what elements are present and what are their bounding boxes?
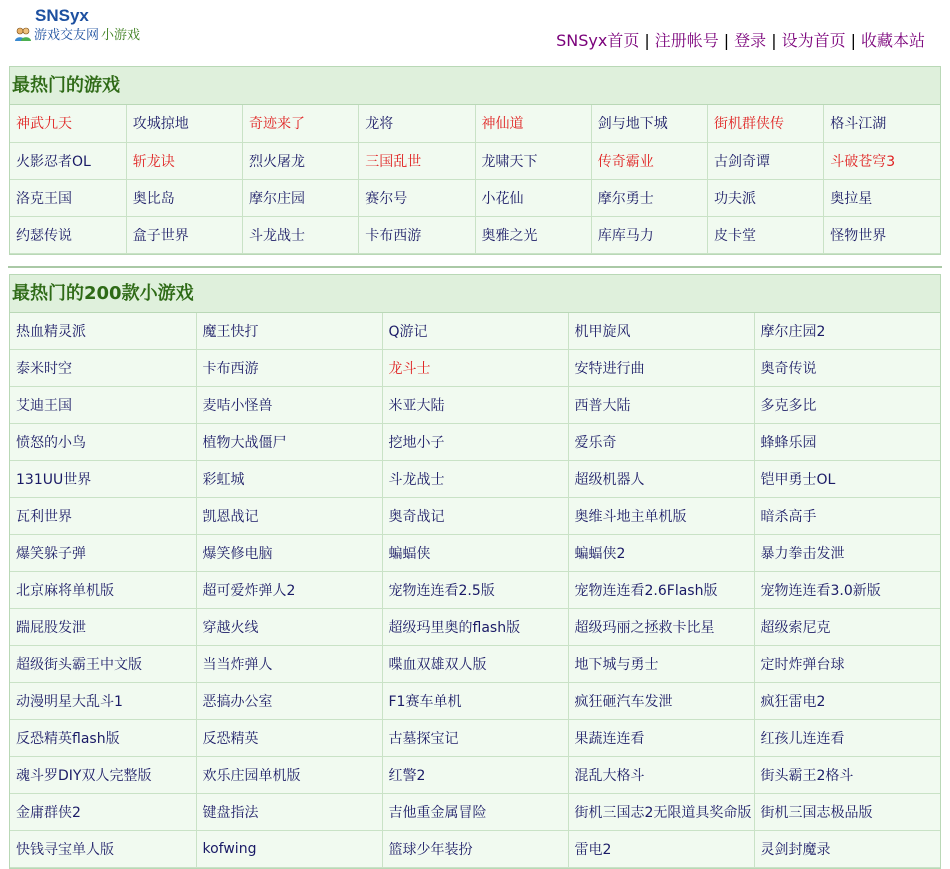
game-cell	[10, 216, 126, 253]
users-icon	[14, 26, 32, 42]
game-cell	[126, 216, 242, 253]
game-link[interactable]: 暗杀高手	[761, 509, 817, 525]
game-link[interactable]: 蝙蝠侠2	[575, 546, 626, 562]
game-cell	[196, 350, 382, 387]
top-nav	[556, 28, 925, 51]
game-cell	[824, 216, 940, 253]
game-cell	[10, 350, 196, 387]
game-cell	[382, 461, 568, 498]
table-row	[10, 313, 940, 350]
game-link[interactable]: 古墓探宝记	[389, 731, 459, 747]
table-row	[10, 683, 940, 720]
game-link[interactable]: 怪物世界	[830, 228, 886, 244]
game-cell	[382, 313, 568, 350]
game-cell	[10, 387, 196, 424]
game-link[interactable]: 爆笑躲子弹	[16, 546, 86, 562]
game-cell	[10, 572, 196, 609]
game-link[interactable]: 踹屁股发泄	[16, 620, 86, 636]
game-cell	[10, 142, 126, 179]
nav-set-homepage-link[interactable]: 设为首页	[782, 31, 846, 50]
game-link[interactable]: 古剑奇谭	[714, 154, 770, 170]
game-link[interactable]: 吉他重金属冒险	[389, 805, 487, 821]
game-link[interactable]: 铠甲勇士OL	[761, 472, 836, 488]
mini-games-grid	[10, 313, 940, 869]
game-link[interactable]: 机甲旋风	[575, 324, 631, 340]
game-link[interactable]: 安特进行曲	[575, 361, 645, 377]
nav-login-link[interactable]: 登录	[734, 31, 766, 50]
game-link[interactable]: 蝙蝠侠	[389, 546, 431, 562]
game-cell	[754, 461, 940, 498]
game-cell	[754, 350, 940, 387]
game-link[interactable]: 红警2	[389, 768, 426, 784]
game-cell	[10, 179, 126, 216]
game-link[interactable]: 格斗江湖	[830, 116, 886, 132]
nav-register-link[interactable]: 注册帐号	[655, 31, 719, 50]
game-cell	[10, 105, 126, 142]
game-link[interactable]: 恶搞办公室	[203, 694, 273, 710]
game-cell	[126, 179, 242, 216]
game-cell	[754, 646, 940, 683]
game-link[interactable]: 神武九天	[16, 116, 72, 132]
game-link[interactable]: 盒子世界	[133, 228, 189, 244]
game-cell	[754, 535, 940, 572]
table-row	[10, 216, 940, 253]
game-link[interactable]: 愤怒的小鸟	[16, 435, 86, 451]
game-cell	[568, 831, 754, 868]
game-link[interactable]: 反恐精英flash版	[16, 731, 120, 747]
game-link[interactable]: 斗龙战士	[249, 228, 305, 244]
game-cell	[475, 216, 591, 253]
game-cell	[382, 683, 568, 720]
game-cell	[382, 609, 568, 646]
game-link[interactable]: 斩龙诀	[133, 154, 175, 170]
game-cell	[708, 216, 824, 253]
game-cell	[196, 794, 382, 831]
nav-separator: |	[724, 31, 729, 50]
game-link[interactable]: 凯恩战记	[203, 509, 259, 525]
game-link[interactable]: 攻城掠地	[133, 116, 189, 132]
game-cell	[196, 609, 382, 646]
game-link[interactable]: 摩尔庄园2	[761, 324, 826, 340]
game-link[interactable]: 龙啸天下	[482, 154, 538, 170]
game-link[interactable]: 超级街头霸王中文版	[16, 657, 142, 673]
game-link[interactable]: 小花仙	[482, 191, 524, 207]
game-link[interactable]: 北京麻将单机版	[16, 583, 114, 599]
table-row	[10, 757, 940, 794]
game-cell	[568, 609, 754, 646]
table-row	[10, 498, 940, 535]
game-cell	[568, 350, 754, 387]
game-link[interactable]: 果蔬连连看	[575, 731, 645, 747]
game-link[interactable]: 灵剑封魔录	[761, 842, 831, 858]
game-cell	[10, 757, 196, 794]
table-row	[10, 794, 940, 831]
game-link[interactable]: 斗龙战士	[389, 472, 445, 488]
game-cell	[359, 105, 475, 142]
game-link[interactable]: 米亚大陆	[389, 398, 445, 414]
game-cell	[243, 142, 359, 179]
table-row	[10, 350, 940, 387]
game-cell	[196, 313, 382, 350]
logo-subtitle-accent: 小游戏	[101, 24, 140, 43]
hot-games-grid	[10, 105, 940, 254]
game-cell	[10, 609, 196, 646]
game-link[interactable]: 爱乐奇	[575, 435, 617, 451]
game-link[interactable]: 131UU世界	[16, 472, 91, 488]
game-cell	[10, 720, 196, 757]
game-cell	[196, 387, 382, 424]
game-cell	[754, 683, 940, 720]
game-cell	[708, 142, 824, 179]
game-link[interactable]: 卡布西游	[365, 228, 421, 244]
game-link[interactable]: 奥比岛	[133, 191, 175, 207]
game-link[interactable]: 穿越火线	[203, 620, 259, 636]
game-link[interactable]: 传奇霸业	[598, 154, 654, 170]
table-row	[10, 179, 940, 216]
game-cell	[708, 179, 824, 216]
game-link[interactable]: 奥维斗地主单机版	[575, 509, 687, 525]
table-row	[10, 831, 940, 868]
game-link[interactable]: 库库马力	[598, 228, 654, 244]
game-cell	[382, 498, 568, 535]
table-row	[10, 461, 940, 498]
game-link[interactable]: 街机三国志极品版	[761, 805, 873, 821]
game-cell	[382, 350, 568, 387]
table-row	[10, 424, 940, 461]
game-cell	[196, 757, 382, 794]
game-cell	[591, 216, 707, 253]
game-link[interactable]: 超级索尼克	[761, 620, 831, 636]
game-cell	[591, 142, 707, 179]
game-cell	[382, 794, 568, 831]
logo-subtitle	[14, 24, 140, 43]
game-cell	[10, 535, 196, 572]
game-link[interactable]: 超级机器人	[575, 472, 645, 488]
game-cell	[196, 535, 382, 572]
game-cell	[196, 720, 382, 757]
hot-games-title: 最热门的游戏	[10, 67, 940, 105]
nav-separator: |	[771, 31, 776, 50]
game-link[interactable]: 魔王快打	[203, 324, 259, 340]
game-link[interactable]: 疯狂雷电2	[761, 694, 826, 710]
game-link[interactable]: 瓦利世界	[16, 509, 72, 525]
game-cell	[824, 179, 940, 216]
game-link[interactable]: 篮球少年装扮	[389, 842, 473, 858]
game-cell	[359, 142, 475, 179]
game-link[interactable]: 街头霸王2格斗	[761, 768, 854, 784]
game-cell	[754, 313, 940, 350]
game-cell	[382, 831, 568, 868]
game-cell	[475, 105, 591, 142]
game-cell	[126, 142, 242, 179]
game-link[interactable]: 约瑟传说	[16, 228, 72, 244]
nav-bookmark-link[interactable]: 收藏本站	[861, 31, 925, 50]
game-link[interactable]: 当当炸弹人	[203, 657, 273, 673]
nav-separator: |	[644, 31, 649, 50]
game-link[interactable]: 宠物连连看2.6Flash版	[575, 583, 718, 599]
game-link[interactable]: 斗破苍穹3	[830, 154, 895, 170]
game-cell	[754, 720, 940, 757]
game-cell	[568, 757, 754, 794]
game-cell	[754, 757, 940, 794]
game-link[interactable]: 火影忍者OL	[16, 154, 91, 170]
game-cell	[10, 683, 196, 720]
game-cell	[359, 216, 475, 253]
game-cell	[568, 646, 754, 683]
game-link[interactable]: 热血精灵派	[16, 324, 86, 340]
game-link[interactable]: 红孩儿连连看	[761, 731, 845, 747]
game-link[interactable]: Q游记	[389, 324, 428, 340]
game-link[interactable]: 超级玛里奥的flash版	[389, 620, 521, 636]
game-cell	[10, 794, 196, 831]
nav-separator: |	[851, 31, 856, 50]
game-cell	[475, 179, 591, 216]
game-link[interactable]: 神仙道	[482, 116, 524, 132]
game-link[interactable]: 快钱寻宝单人版	[16, 842, 114, 858]
game-cell	[568, 461, 754, 498]
table-row	[10, 609, 940, 646]
game-link[interactable]: 植物大战僵尸	[203, 435, 287, 451]
game-link[interactable]: 混乱大格斗	[575, 768, 645, 784]
game-link[interactable]: 超可爱炸弹人2	[203, 583, 296, 599]
game-link[interactable]: 卡布西游	[203, 361, 259, 377]
game-cell	[568, 424, 754, 461]
game-cell	[196, 831, 382, 868]
game-link[interactable]: 龙将	[365, 116, 393, 132]
game-link[interactable]: 地下城与勇士	[575, 657, 659, 673]
game-link[interactable]: 艾迪王国	[16, 398, 72, 414]
game-cell	[196, 461, 382, 498]
game-cell	[824, 105, 940, 142]
game-link[interactable]: 键盘指法	[203, 805, 259, 821]
game-cell	[568, 720, 754, 757]
game-cell	[10, 646, 196, 683]
game-cell	[568, 313, 754, 350]
game-cell	[568, 794, 754, 831]
game-cell	[196, 498, 382, 535]
table-row	[10, 387, 940, 424]
game-link[interactable]: 挖地小子	[389, 435, 445, 451]
game-cell	[10, 424, 196, 461]
game-cell	[382, 572, 568, 609]
game-link[interactable]: 喋血双雄双人版	[389, 657, 487, 673]
table-row	[10, 535, 940, 572]
table-row	[10, 646, 940, 683]
game-link[interactable]: 宠物连连看3.0新版	[761, 583, 881, 599]
game-link[interactable]: 赛尔号	[365, 191, 407, 207]
game-link[interactable]: 摩尔庄园	[249, 191, 305, 207]
game-cell	[568, 498, 754, 535]
game-cell	[754, 831, 940, 868]
game-link[interactable]: 爆笑修电脑	[203, 546, 273, 562]
game-cell	[568, 535, 754, 572]
game-link[interactable]: 功夫派	[714, 191, 756, 207]
game-cell	[10, 498, 196, 535]
game-link[interactable]: 西普大陆	[575, 398, 631, 414]
game-link[interactable]: 奇迹来了	[249, 116, 305, 132]
game-link[interactable]: F1赛车单机	[389, 694, 462, 710]
game-link[interactable]: 麦咭小怪兽	[203, 398, 273, 414]
game-link[interactable]: 雷电2	[575, 842, 612, 858]
game-cell	[10, 831, 196, 868]
section-divider	[8, 266, 942, 268]
game-link[interactable]: 三国乱世	[365, 154, 421, 170]
game-link[interactable]: 皮卡堂	[714, 228, 756, 244]
game-cell	[243, 105, 359, 142]
game-link[interactable]: 摩尔勇士	[598, 191, 654, 207]
game-link[interactable]: 反恐精英	[203, 731, 259, 747]
game-cell	[10, 313, 196, 350]
game-cell	[754, 498, 940, 535]
game-link[interactable]: 剑与地下城	[598, 116, 668, 132]
game-link[interactable]: 疯狂砸汽车发泄	[575, 694, 673, 710]
game-cell	[754, 572, 940, 609]
logo-title[interactable]: SNSyx	[35, 6, 89, 26]
table-row	[10, 720, 940, 757]
game-cell	[382, 387, 568, 424]
game-cell	[382, 646, 568, 683]
game-cell	[754, 387, 940, 424]
mini-games-title: 最热门的200款小游戏	[10, 275, 940, 313]
game-cell	[382, 424, 568, 461]
game-cell	[382, 720, 568, 757]
game-link[interactable]: 街机三国志2无限道具奖命版	[575, 805, 752, 821]
game-cell	[382, 757, 568, 794]
table-row	[10, 142, 940, 179]
game-cell	[359, 179, 475, 216]
game-link[interactable]: 奥雅之光	[482, 228, 538, 244]
game-cell	[10, 461, 196, 498]
game-cell	[591, 105, 707, 142]
game-cell	[568, 572, 754, 609]
table-row	[10, 572, 940, 609]
mini-games-section	[9, 274, 941, 869]
game-link[interactable]: 暴力拳击发泄	[761, 546, 845, 562]
game-link[interactable]: 定时炸弹台球	[761, 657, 845, 673]
game-link[interactable]: 多克多比	[761, 398, 817, 414]
nav-home-link[interactable]: SNSyx首页	[556, 31, 639, 50]
game-link[interactable]: 超级玛丽之拯救卡比星	[575, 620, 715, 636]
game-cell	[568, 387, 754, 424]
game-cell	[196, 646, 382, 683]
game-cell	[126, 105, 242, 142]
game-link[interactable]: kofwing	[203, 841, 257, 857]
game-link[interactable]: 蜂蜂乐园	[761, 435, 817, 451]
game-cell	[824, 142, 940, 179]
game-cell	[568, 683, 754, 720]
game-link[interactable]: 奥奇传说	[761, 361, 817, 377]
game-link[interactable]: 龙斗士	[389, 361, 431, 377]
game-cell	[708, 105, 824, 142]
game-cell	[591, 179, 707, 216]
game-link[interactable]: 魂斗罗DIY双人完整版	[16, 768, 151, 784]
game-cell	[382, 535, 568, 572]
game-link[interactable]: 欢乐庄园单机版	[203, 768, 301, 784]
site-header	[0, 0, 950, 64]
game-cell	[475, 142, 591, 179]
game-cell	[243, 216, 359, 253]
game-link[interactable]: 奥拉星	[830, 191, 872, 207]
game-cell	[196, 572, 382, 609]
game-link[interactable]: 动漫明星大乱斗1	[16, 694, 123, 710]
table-row	[10, 105, 940, 142]
game-link[interactable]: 烈火屠龙	[249, 154, 305, 170]
game-cell	[754, 609, 940, 646]
game-link[interactable]: 泰米时空	[16, 361, 72, 377]
game-cell	[754, 794, 940, 831]
game-link[interactable]: 彩虹城	[203, 472, 245, 488]
game-cell	[196, 424, 382, 461]
game-link[interactable]: 洛克王国	[16, 191, 72, 207]
logo-subtitle-main: 游戏交友网	[34, 24, 99, 43]
game-link[interactable]: 宠物连连看2.5版	[389, 583, 495, 599]
game-link[interactable]: 金庸群侠2	[16, 805, 81, 821]
game-cell	[196, 683, 382, 720]
hot-games-section	[9, 66, 941, 255]
game-link[interactable]: 奥奇战记	[389, 509, 445, 525]
game-link[interactable]: 街机群侠传	[714, 116, 784, 132]
game-cell	[754, 424, 940, 461]
game-cell	[243, 179, 359, 216]
